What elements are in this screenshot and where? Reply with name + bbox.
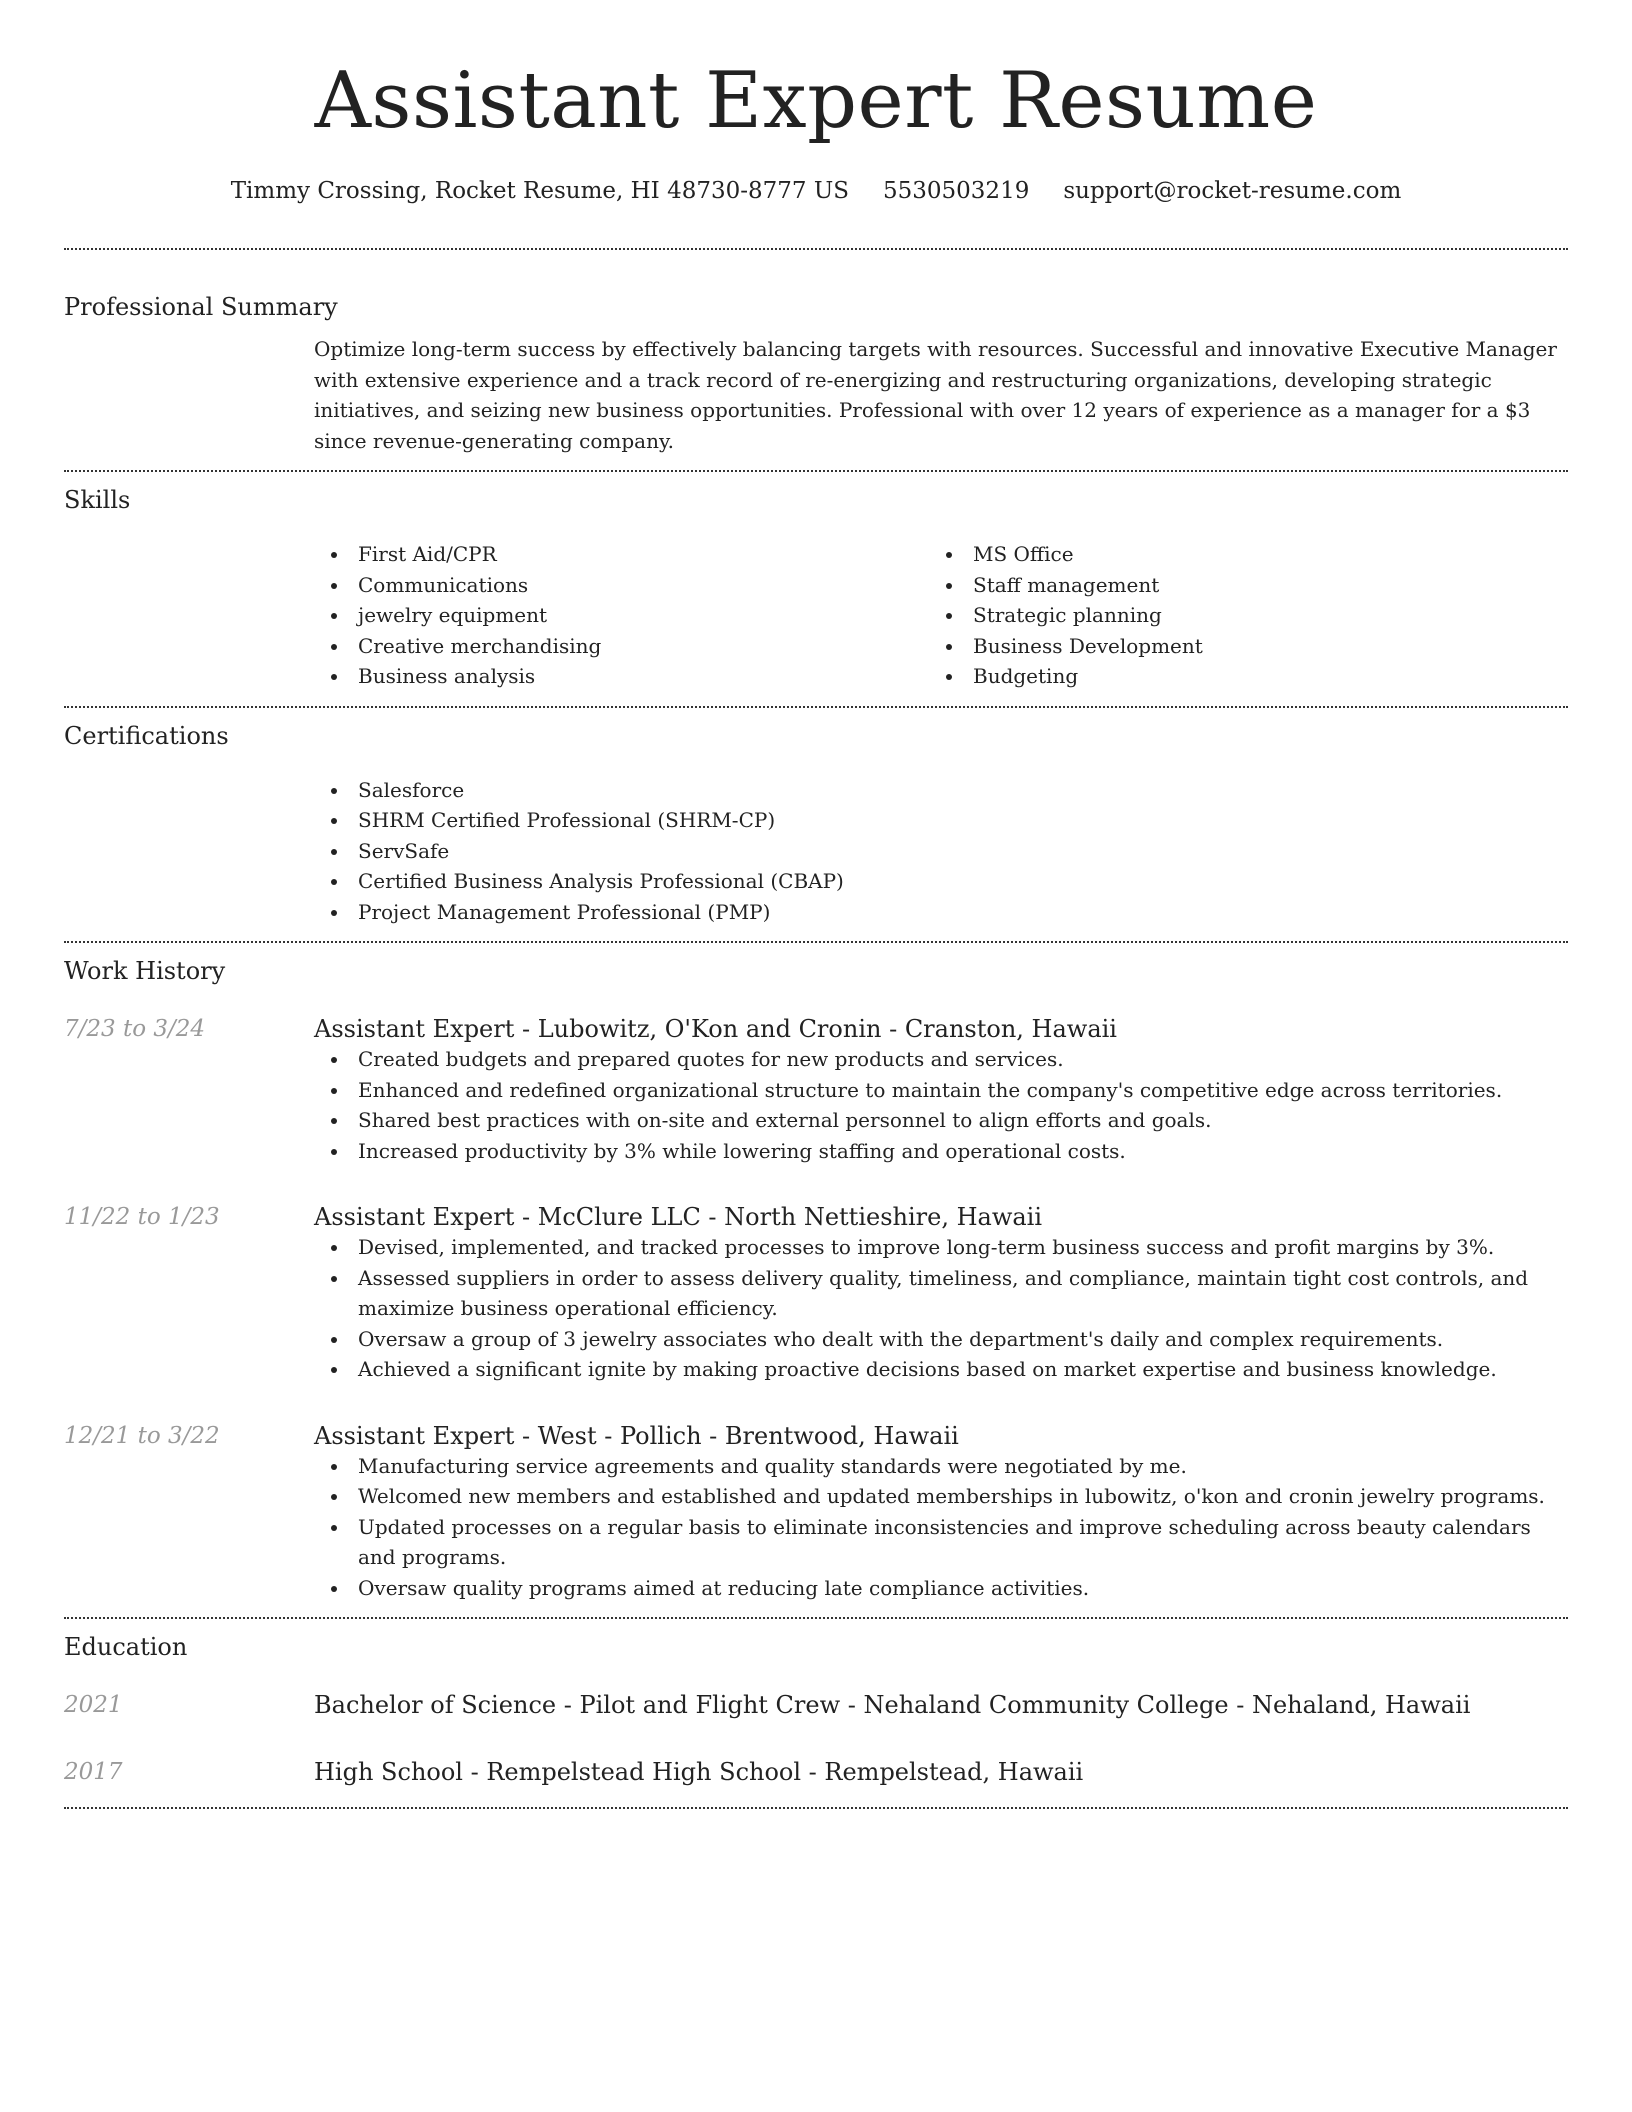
job-title: Assistant Expert - West - Pollich - Brentwood, Hawaii <box>314 1421 959 1450</box>
job-bullet: Created budgets and prepared quotes for new products and services. <box>314 1044 1568 1075</box>
job-bullet: Updated processes on a regular basis to eliminate inconsistencies and improve scheduling across beauty calendars and programs. <box>314 1512 1568 1573</box>
job-bullets <box>314 1044 1568 1166</box>
contact-email: support@rocket-resume.com <box>1063 178 1402 204</box>
job-bullet: Shared best practices with on-site and external personnel to align efforts and goals. <box>314 1105 1568 1136</box>
job-bullet: Increased productivity by 3% while lowering staffing and operational costs. <box>314 1136 1568 1167</box>
job-bullet: Enhanced and redefined organizational structure to maintain the company's competitive edge across territories. <box>314 1075 1568 1106</box>
skills-section <box>64 485 1568 692</box>
job-bullet: Welcomed new members and established and updated memberships in lubowitz, o'kon and cronin jewelry programs. <box>314 1481 1568 1512</box>
job-dates: 11/22 to 1/23 <box>64 1204 220 1230</box>
section-title: Work History <box>64 957 226 985</box>
divider <box>64 1807 1568 1809</box>
job-bullet: Achieved a significant ignite by making proactive decisions based on market expertise and business knowledge. <box>314 1354 1568 1385</box>
certifications-list <box>314 775 1568 928</box>
skills-column-left <box>314 539 929 692</box>
education-section <box>64 1632 1568 1787</box>
skill-item: Business Development <box>929 631 1544 662</box>
certifications-section <box>64 721 1568 928</box>
certification-item: ServSafe <box>314 836 1568 867</box>
education-year: 2021 <box>64 1692 123 1718</box>
skills-grid <box>314 539 1568 692</box>
education-entry <box>64 1757 1568 1787</box>
education-degree: High School - Rempelstead High School - Rempelstead, Hawaii <box>314 1758 1084 1786</box>
section-title: Skills <box>64 486 131 514</box>
skill-item: Strategic planning <box>929 600 1544 631</box>
skill-item: jewelry equipment <box>314 600 929 631</box>
summary-section <box>64 292 1568 456</box>
certification-item: Salesforce <box>314 775 1568 806</box>
contact-address: Timmy Crossing, Rocket Resume, HI 48730-8777 US <box>230 178 849 204</box>
job-bullet: Manufacturing service agreements and quality standards were negotiated by me. <box>314 1451 1568 1482</box>
certification-item: Project Management Professional (PMP) <box>314 897 1568 928</box>
resume-title: Assistant Expert Resume <box>314 56 1318 146</box>
job-dates: 12/21 to 3/22 <box>64 1422 220 1449</box>
skill-item: Creative merchandising <box>314 631 929 662</box>
divider <box>64 1617 1568 1619</box>
job-bullet: Devised, implemented, and tracked processes to improve long-term business success and profit margins by 3%. <box>314 1232 1568 1263</box>
contact-phone: 5530503219 <box>883 178 1030 204</box>
job-title: Assistant Expert - Lubowitz, O'Kon and Cronin - Cranston, Hawaii <box>314 1015 1117 1043</box>
job-bullets <box>314 1451 1568 1604</box>
certifications-body <box>314 775 1568 928</box>
job-bullet: Oversaw a group of 3 jewelry associates who dealt with the department's daily and complex requirements. <box>314 1324 1568 1355</box>
job-entry <box>64 1421 1568 1604</box>
section-title: Education <box>64 1633 188 1661</box>
divider <box>64 706 1568 708</box>
job-bullets <box>314 1232 1568 1385</box>
skill-item: MS Office <box>929 539 1544 570</box>
certification-item: SHRM Certified Professional (SHRM-CP) <box>314 805 1568 836</box>
job-bullet: Oversaw quality programs aimed at reducing late compliance activities. <box>314 1573 1568 1604</box>
skill-item: First Aid/CPR <box>314 539 929 570</box>
job-entry <box>64 1202 1568 1385</box>
section-title: Certifications <box>64 721 229 750</box>
job-dates: 7/23 to 3/24 <box>64 1016 206 1042</box>
resume-page <box>64 0 1568 1809</box>
skills-column-right <box>929 539 1544 692</box>
job-title: Assistant Expert - McClure LLC - North Nettieshire, Hawaii <box>314 1203 1043 1231</box>
skill-item: Business analysis <box>314 661 929 692</box>
divider <box>64 248 1568 250</box>
skill-item: Communications <box>314 570 929 601</box>
skill-item: Staff management <box>929 570 1544 601</box>
divider <box>64 941 1568 943</box>
education-degree: Bachelor of Science - Pilot and Flight Crew - Nehaland Community College - Nehaland, Hawaii <box>314 1691 1471 1719</box>
summary-body <box>314 334 1568 456</box>
divider <box>64 470 1568 472</box>
section-title: Professional Summary <box>64 293 338 321</box>
education-year: 2017 <box>64 1759 123 1785</box>
education-entry <box>64 1690 1568 1720</box>
certification-item: Certified Business Analysis Professional (CBAP) <box>314 866 1568 897</box>
skill-item: Budgeting <box>929 661 1544 692</box>
job-entry <box>64 1014 1568 1166</box>
job-bullet: Assessed suppliers in order to assess delivery quality, timeliness, and compliance, maintain tight cost controls, and maximize business operational efficiency. <box>314 1263 1568 1324</box>
contact-line <box>64 176 1568 206</box>
summary-text: Optimize long-term success by effectively balancing targets with resources. Successful and innovative Executive Manager with extensive experience and a track record of re-energizing and restructuring organizations, developing strategic initiatives, and seizing new business opportunities. Professional with over 12 years of experience as a manager for a $3 since revenue-generating company. <box>314 337 1557 453</box>
work-history-section <box>64 956 1568 1603</box>
